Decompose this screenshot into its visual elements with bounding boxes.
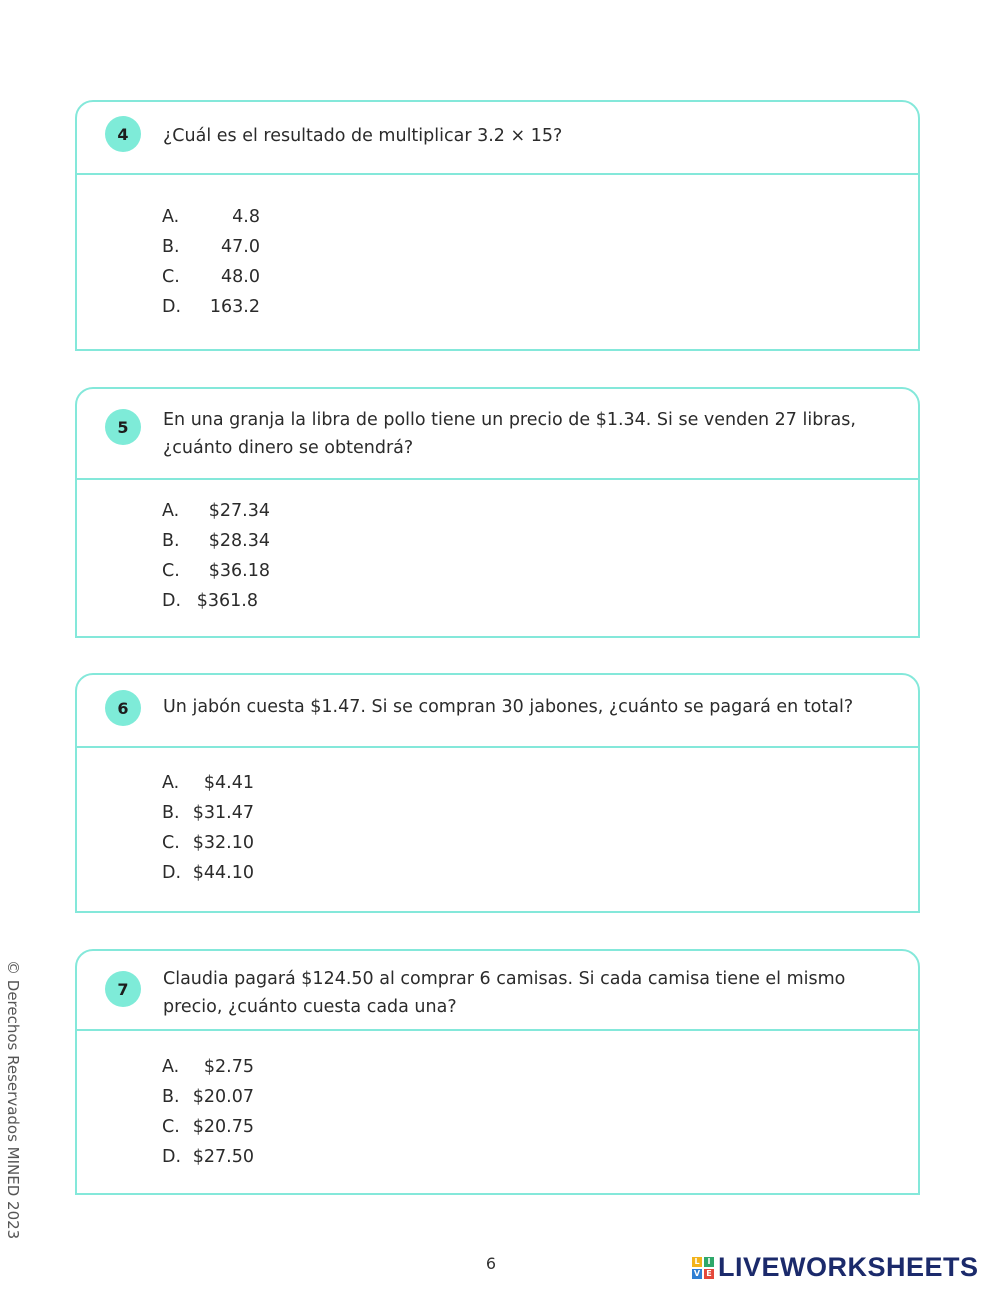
option-value: $4.41 <box>203 773 254 793</box>
option-b[interactable] <box>162 1082 254 1112</box>
option-letter: C. <box>162 833 180 853</box>
brand-square: V <box>693 1268 701 1278</box>
option-letter: A. <box>162 773 180 793</box>
option-b[interactable] <box>162 798 254 828</box>
option-letter: B. <box>162 803 180 823</box>
question-header <box>77 389 918 480</box>
options-list <box>162 202 260 322</box>
liveworksheets-logo[interactable] <box>692 1252 979 1283</box>
option-letter: A. <box>162 501 180 521</box>
option-value: $27.34 <box>208 501 270 521</box>
option-letter: A. <box>162 207 180 227</box>
options-list <box>162 768 254 888</box>
option-value: $36.18 <box>208 561 270 581</box>
option-b[interactable] <box>162 232 260 262</box>
option-value: $32.10 <box>192 833 254 853</box>
question-card-7 <box>75 949 920 1195</box>
option-c[interactable] <box>162 556 270 586</box>
option-a[interactable] <box>162 202 260 232</box>
option-letter: C. <box>162 561 180 581</box>
option-d[interactable] <box>162 858 254 888</box>
question-text: ¿Cuál es el resultado de multiplicar 3.2 × 15? <box>163 126 563 146</box>
option-letter: D. <box>162 863 182 883</box>
option-value: 4.8 <box>232 207 260 227</box>
option-letter: D. <box>162 1147 182 1167</box>
option-d[interactable] <box>162 1142 254 1172</box>
page-number: 6 <box>485 1254 497 1273</box>
question-number-badge: 6 <box>105 690 141 726</box>
option-letter: C. <box>162 267 180 287</box>
brand-square: L <box>692 1257 702 1267</box>
option-letter: C. <box>162 1117 180 1137</box>
option-letter: B. <box>162 1087 180 1107</box>
option-c[interactable] <box>162 828 254 858</box>
option-letter: A. <box>162 1057 180 1077</box>
question-card-6 <box>75 673 920 913</box>
question-number-badge: 4 <box>105 116 141 152</box>
option-value: $2.75 <box>203 1057 254 1077</box>
question-header <box>77 951 918 1031</box>
question-card-4 <box>75 100 920 351</box>
question-text: Un jabón cuesta $1.47. Si se compran 30 jabones, ¿cuánto se pagará en total? <box>163 697 854 717</box>
option-letter: B. <box>162 237 180 257</box>
brand-square: I <box>704 1257 714 1267</box>
option-value: 163.2 <box>209 297 260 317</box>
option-letter: D. <box>162 297 182 317</box>
option-value: 48.0 <box>221 267 260 287</box>
option-b[interactable] <box>162 526 270 556</box>
option-value: $44.10 <box>192 863 254 883</box>
options-list <box>162 496 270 616</box>
question-text: Claudia pagará $124.50 al comprar 6 camisas. Si cada camisa tiene el mismo precio, ¿cuánto cuesta cada una? <box>163 969 846 1017</box>
option-value: $31.47 <box>192 803 254 823</box>
question-text: En una granja la libra de pollo tiene un precio de $1.34. Si se venden 27 libras, ¿cuánto dinero se obtendrá? <box>163 410 856 458</box>
question-header <box>77 102 918 175</box>
options-list <box>162 1052 254 1172</box>
option-c[interactable] <box>162 262 260 292</box>
question-number-badge: 5 <box>105 409 141 445</box>
brand-wordmark: LIVEWORKSHEETS <box>718 1252 979 1282</box>
option-value: 47.0 <box>221 237 260 257</box>
brand-square: E <box>704 1269 714 1279</box>
option-value: $20.07 <box>192 1087 254 1107</box>
option-value: $20.75 <box>192 1117 254 1137</box>
question-number-badge: 7 <box>105 971 141 1007</box>
option-c[interactable] <box>162 1112 254 1142</box>
option-d[interactable] <box>162 586 270 616</box>
option-letter: D. <box>162 591 182 611</box>
option-a[interactable] <box>162 1052 254 1082</box>
copyright-notice: © Derechos Reservados MINED 2023 <box>4 960 22 1240</box>
question-card-5 <box>75 387 920 638</box>
option-a[interactable] <box>162 496 270 526</box>
option-a[interactable] <box>162 768 254 798</box>
liveworksheets-icon <box>692 1257 714 1279</box>
option-d[interactable] <box>162 292 260 322</box>
question-header <box>77 675 918 748</box>
option-letter: B. <box>162 531 180 551</box>
option-value: $361.8 <box>196 591 258 611</box>
option-value: $28.34 <box>208 531 270 551</box>
option-value: $27.50 <box>192 1147 254 1167</box>
